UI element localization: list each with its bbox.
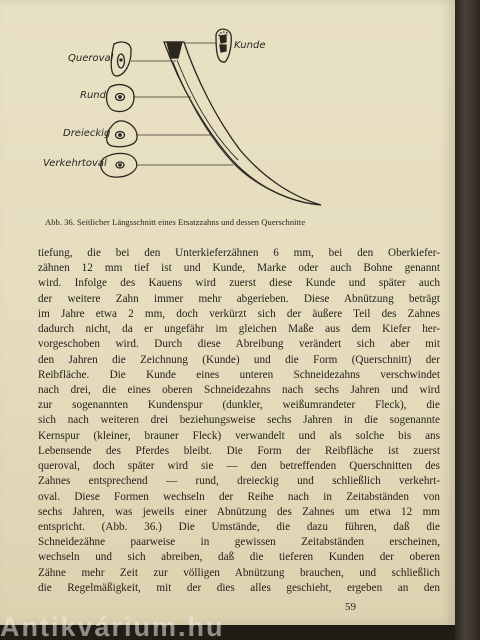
tooth-longitudinal-section	[164, 42, 321, 205]
text-line: den Jahren die Zeichnung (Kunde) und die Form (Querschnitt) der	[38, 353, 440, 366]
cross-section-queroval	[111, 42, 131, 76]
text-line: zur sogenannten Kundenspur (dunkler, weißumrandeter Fleck), die	[38, 399, 440, 412]
text-line: zähnen 12 mm tief ist und Kunde, Marke oder auch Bohne genannt	[38, 262, 440, 275]
text-line: dadurch nicht, da er ungefähr im gleichen Maße aus dem Kiefer her-	[38, 323, 440, 336]
cross-section-rund	[107, 85, 134, 112]
text-line: vorgeschoben wird. Durch diese Abreibung verändert sich aber mit	[38, 338, 440, 351]
text-line: im Jahre etwa 2 mm, doch verkürzt sich der äußere Teil des Zahnes	[38, 307, 440, 320]
text-line: Kernspur (kleiner, brauner Fleck) verwandelt und als solche bis ans	[38, 429, 440, 442]
leader-lines	[131, 43, 233, 165]
text-line: tiefung, die bei den Unterkieferzähnen 6 mm, bei den Oberkiefer-	[38, 247, 440, 259]
text-line: sich nach weiteren drei beziehungsweise sechs Jahren in die sogenannte	[38, 414, 440, 427]
watermark: Antikvárium.hu	[0, 614, 225, 640]
figure-caption: Abb. 36. Seitlicher Längsschnitt eines Ersatzzahns und dessen Querschnitte	[45, 217, 306, 227]
label-rund: Rund	[80, 90, 106, 101]
text-line: wird. Infolge des Kauens wird zuerst diese Kunde und später auch	[38, 277, 440, 290]
text-line: nach drei, die eines oberen Schneidezahns nach sechs Jahren und wird	[38, 383, 440, 396]
text-line: Zähne mehr Zeit zur völligen Abnützung brauchen, und schließlich	[38, 566, 440, 579]
cross-section-dreieckig	[107, 121, 137, 147]
text-line: der weitere Zahn immer mehr abgerieben. Diese Abnützung beträgt	[38, 292, 440, 305]
text-line: oval. Diese Formen wechseln der Reihe nach in Zeitabständen von	[38, 490, 440, 503]
text-line: Schneidezähne paarweise in gewissen Zeitabständen erscheinen,	[38, 536, 440, 549]
page-number: 59	[345, 601, 356, 613]
body-text	[38, 246, 440, 596]
label-dreieckig: Dreieckig	[63, 128, 111, 139]
book-binding	[455, 0, 480, 640]
label-queroval: Queroval	[68, 53, 114, 64]
text-line: Lebensende des Pferdes bleibt. Die Form der Reibfläche ist zuerst	[38, 444, 440, 457]
cross-section-kunde	[216, 29, 231, 62]
text-line: Zahnes entsprechend — rund, dreieckig und schließlich verkehrt-	[38, 475, 440, 488]
text-line: sechs Jahren, was jeweils einer Abnützung des Zahnes um etwa 12 mm	[38, 505, 440, 518]
tooth-diagram	[0, 0, 455, 215]
tooth-figure	[0, 0, 455, 215]
label-verkehrtoval: Verkehrtoval	[43, 158, 107, 169]
text-line: entspricht. (Abb. 36.) Die Umstände, die dazu führen, daß die	[38, 520, 440, 533]
label-kunde: Kunde	[234, 40, 266, 51]
text-line: queroval, doch später wird sie — den betreffenden Querschnitten des	[38, 460, 440, 473]
text-line: wechseln und sich abreiben, daß die tieferen Kunden der oberen	[38, 551, 440, 564]
text-line: Reibfläche. Die Kunde eines unteren Schneidezahns verschwindet	[38, 368, 440, 381]
text-line: die Regelmäßigkeit, mit der dies alles geschieht, ergeben an den	[38, 581, 440, 594]
